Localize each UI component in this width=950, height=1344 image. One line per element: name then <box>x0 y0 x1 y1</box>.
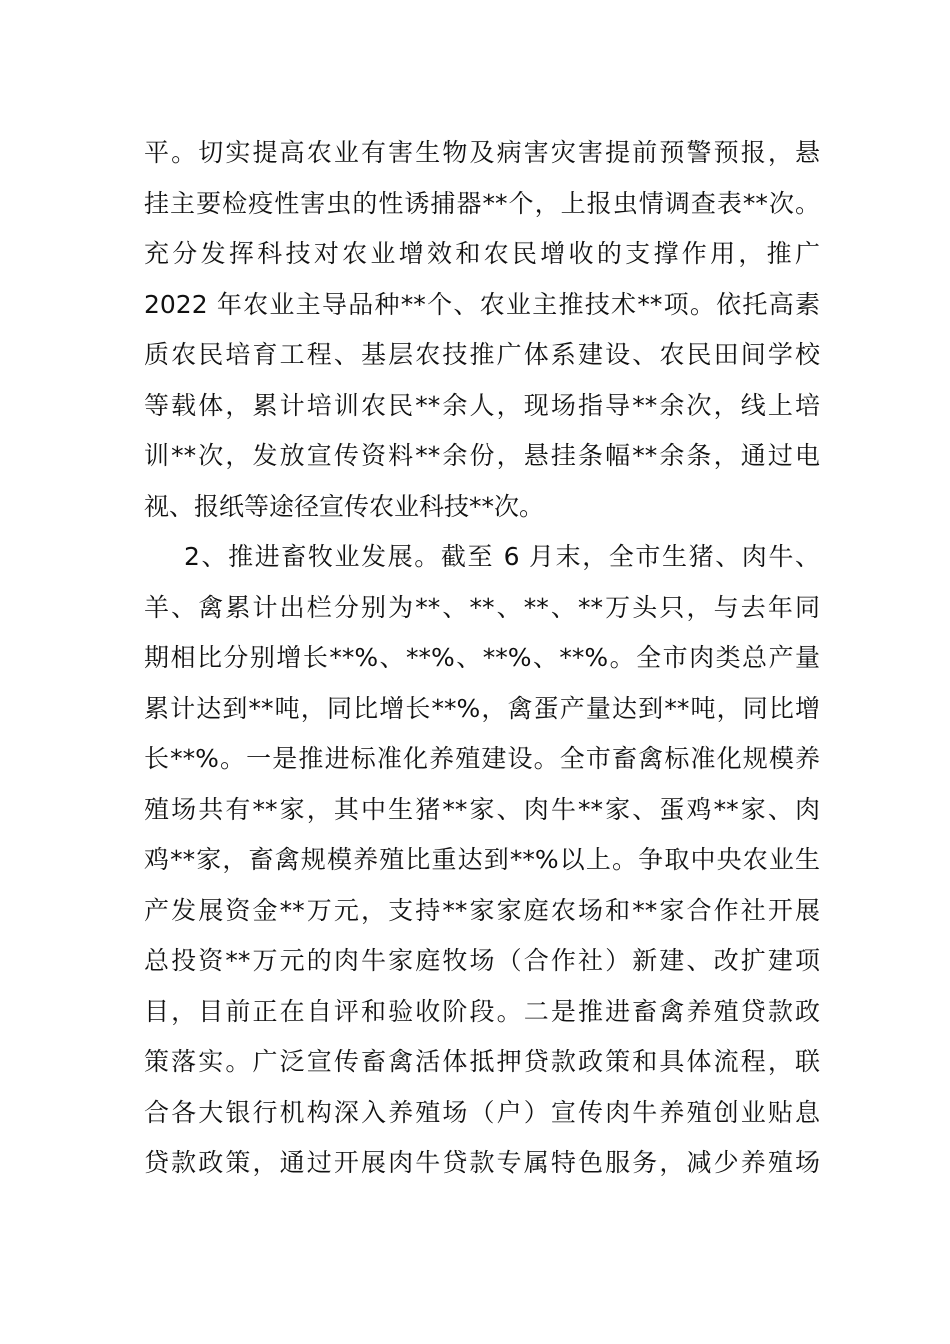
text-line: 长**%。一是推进标准化养殖建设。全市畜禽标准化规模养 <box>144 744 820 773</box>
text-line: 视、报纸等途径宣传农业科技**次。 <box>144 491 545 521</box>
text-line: 殖场共有**家，其中生猪**家、肉牛**家、蛋鸡**家、肉 <box>144 794 820 824</box>
paragraph-1 <box>144 128 820 532</box>
text-line: 充分发挥科技对农业增效和农民增收的支撑作用，推广 <box>144 239 820 268</box>
text-line: 产发展资金**万元，支持**家家庭农场和**家合作社开展 <box>144 895 820 925</box>
text-line: 目，目前正在自评和验收阶段。二是推进畜禽养殖贷款政 <box>144 996 820 1026</box>
text-line: 等载体，累计培训农民**余人，现场指导**余次，线上培 <box>144 390 820 420</box>
text-line: 2、推进畜牧业发展。截至 6 月末，全市生猪、肉牛、 <box>184 542 820 571</box>
text-line: 训**次，发放宣传资料**余份，悬挂条幅**余条，通过电 <box>144 441 820 470</box>
text-line: 期相比分别增长**%、**%、**%、**%。全市肉类总产量 <box>144 643 820 672</box>
text-line: 羊、禽累计出栏分别为**、**、**、**万头只，与去年同 <box>144 592 820 622</box>
text-line: 总投资**万元的肉牛家庭牧场（合作社）新建、改扩建项 <box>144 946 820 975</box>
text-line: 贷款政策，通过开展肉牛贷款专属特色服务，减少养殖场 <box>144 1148 820 1177</box>
text-line: 平。切实提高农业有害生物及病害灾害提前预警预报，悬 <box>144 138 820 167</box>
text-line: 鸡**家，畜禽规模养殖比重达到**%以上。争取中央农业生 <box>144 845 820 874</box>
text-line: 挂主要检疫性害虫的性诱捕器**个，上报虫情调查表**次。 <box>144 188 820 218</box>
text-line: 2022 年农业主导品种**个、农业主推技术**项。依托高素 <box>144 289 820 319</box>
paragraph-2 <box>144 532 820 1189</box>
document-body <box>144 128 820 1189</box>
text-line: 策落实。广泛宣传畜禽活体抵押贷款政策和具体流程，联 <box>144 1047 820 1076</box>
text-line: 累计达到**吨，同比增长**%，禽蛋产量达到**吨，同比增 <box>144 693 820 723</box>
text-line: 质农民培育工程、基层农技推广体系建设、农民田间学校 <box>144 340 820 369</box>
text-line: 合各大银行机构深入养殖场（户）宣传肉牛养殖创业贴息 <box>144 1097 820 1127</box>
